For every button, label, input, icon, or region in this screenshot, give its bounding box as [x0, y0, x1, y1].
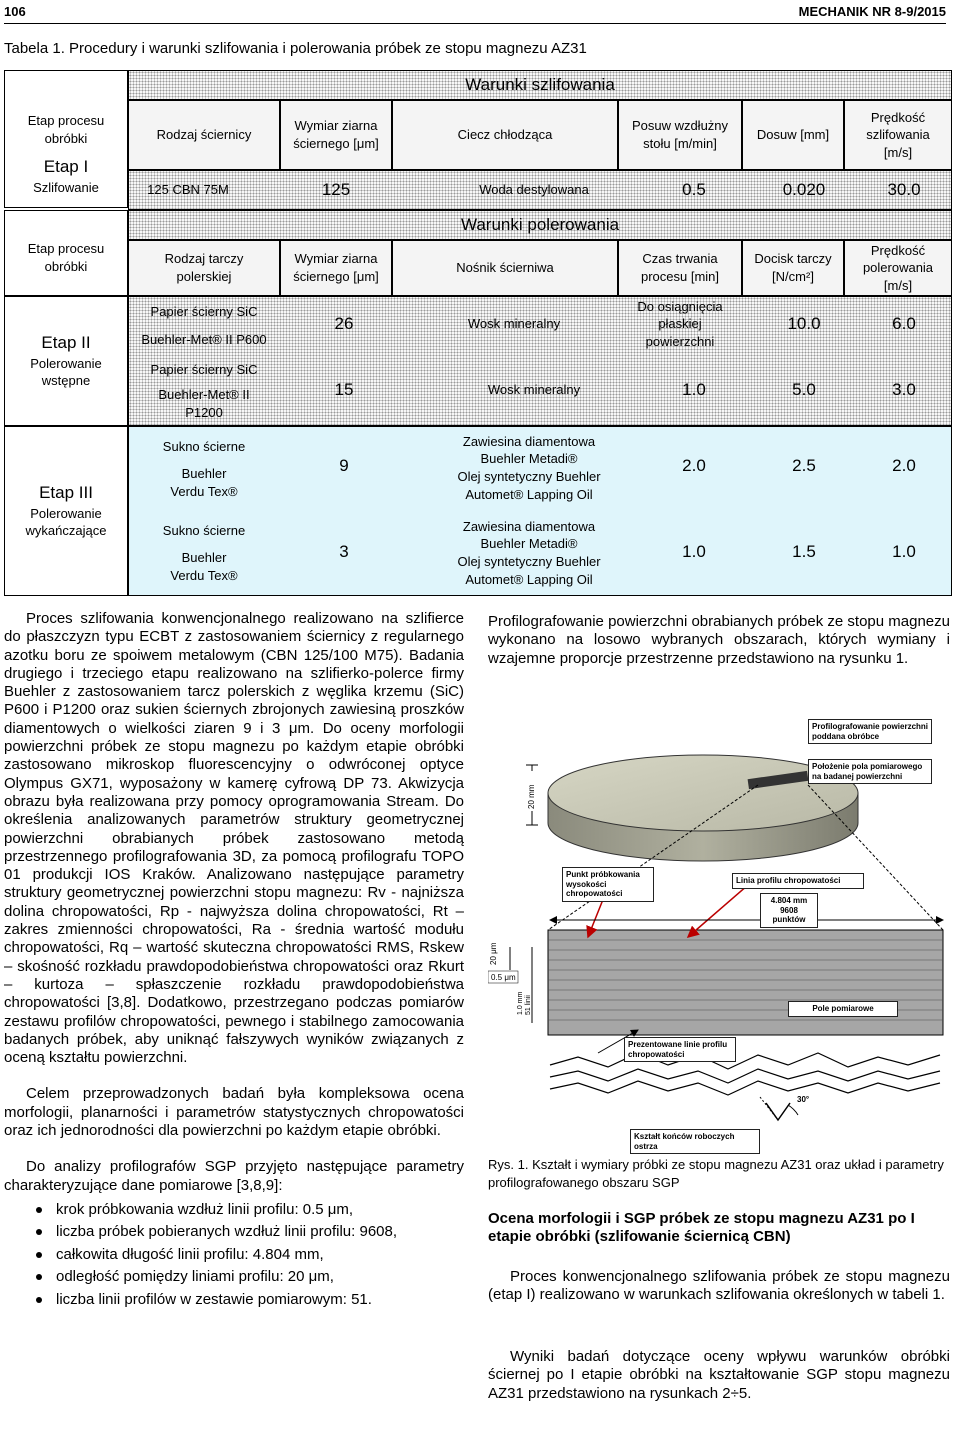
label-line: Linia profilu chropowatości	[732, 873, 864, 889]
s1-coolant: Woda destylowana	[479, 182, 589, 198]
th-coolant: Ciecz chłodząca	[392, 100, 618, 170]
s1-wheel: 125 CBN 75M	[147, 182, 229, 198]
stage3-subtitle1: Polerowanie	[30, 505, 102, 521]
label-field: Pole pomiarowe	[788, 1001, 898, 1017]
s3r2-disc: Sukno ścierne Buehler Verdu Tex®	[162, 522, 246, 583]
label-start: Punkt próbkowania wysokości chropowatości	[562, 867, 654, 902]
grinding-title-cell	[128, 70, 952, 100]
stage3-subtitle2: wykańczające	[25, 523, 107, 539]
label-lines: Prezentowane linie profilu chropowatości	[624, 1037, 736, 1062]
th-speed-p: Prędkość polerowania [m/s]	[844, 240, 952, 296]
list-item: liczba próbek pobieranych wzdłuż linii profilu: 9608,	[4, 1221, 464, 1244]
figure-caption: Rys. 1. Kształt i wymiary próbki ze stopu magnezu AZ31 oraz układ i parametry profilografowanego obszaru SGP	[488, 1157, 944, 1190]
stage2-subtitle2: wstępne	[41, 373, 91, 389]
page-number: 106	[4, 4, 26, 19]
s2r1-grain: 26	[334, 313, 354, 333]
s2r2-pressure: 5.0	[792, 379, 816, 399]
s3r1-pressure: 2.5	[792, 455, 816, 475]
dim-20mm: 20 mm	[527, 784, 536, 809]
stage3-cell	[4, 426, 128, 596]
profile-line-2	[550, 1069, 940, 1083]
th-infeed: Dosuw [mm]	[742, 100, 844, 170]
s3r2-speed: 1.0	[892, 541, 916, 561]
th-disc: Rodzaj tarczy polerskiej	[128, 240, 280, 296]
stage2-title: Etap II	[41, 332, 91, 352]
stage1-subtitle: Szlifowanie	[33, 179, 99, 195]
s2r1-time: Do osiągnięcia płaskiej powierzchni	[637, 298, 723, 349]
s2r2-carrier: Wosk mineralny	[487, 382, 581, 398]
s3r2-carrier: Zawiesina diamentowa Buehler Metadi® Olej syntetyczny Buehler Automet® Lapping Oil	[457, 518, 601, 587]
journal-name: MECHANIK NR 8-9/2015	[798, 4, 946, 19]
right-paragraph-2: Proces konwencjonalnego szlifowania próbek ze stopu magnezu (etap I) realizowano w warunkach szlifowania określonych w tabeli 1.	[488, 1268, 950, 1304]
s1-speed: 30.0	[887, 179, 921, 199]
s2r1-disc: Papier ścierny SiC Buehler-Met® II P600	[141, 304, 267, 347]
right-paragraph-3: Wyniki badań dotyczące oceny wpływu warunków obróbki ściernej po I etapie obróbki na kształtowanie SGP stopu magnezu AZ31 przedstawiono na rysunkach 2÷5.	[488, 1348, 950, 1402]
left-paragraph-2: Celem przeprowadzonych badań była kompleksowa ocena morfologii, planarności i parametrów statystycznych chropowatości oraz ich jednorodności dla powierzchni po każdym etapie obróbki.	[4, 1085, 464, 1140]
s2r2-speed: 3.0	[892, 379, 916, 399]
s2r1-pressure: 10.0	[787, 313, 821, 333]
stage2-cell	[4, 296, 128, 426]
process-table	[4, 70, 952, 595]
th-speed-g: Prędkość szlifowania [m/s]	[844, 100, 952, 170]
profile-line-1	[550, 1053, 940, 1069]
s3r1-speed: 2.0	[892, 455, 916, 475]
page-header	[4, 2, 946, 24]
grinding-title: Warunki szlifowania	[465, 74, 615, 94]
stage3-title: Etap III	[39, 482, 93, 502]
th-grain-g: Wymiar ziarna ściernego [μm]	[280, 100, 392, 170]
s2r2-grain: 15	[334, 379, 354, 399]
s3r2-grain: 3	[339, 541, 349, 561]
stage1-cell	[4, 156, 128, 196]
s2r1-speed: 6.0	[892, 313, 916, 333]
th-time: Czas trwania procesu [min]	[618, 240, 742, 296]
s3r2-pressure: 1.5	[792, 541, 816, 561]
s3r1-time: 2.0	[682, 455, 706, 475]
s3r1-grain: 9	[339, 455, 349, 475]
s3r1-carrier: Zawiesina diamentowa Buehler Metadi® Olej syntetyczny Buehler Automet® Lapping Oil	[457, 433, 601, 502]
th-stage-g: Etap procesu obróbki	[27, 113, 105, 146]
right-paragraph-1: Profilografowanie powierzchni obrabianych próbek ze stopu magnezu wykonano na losowo wybranych obszarach, których wymiany i wzajemne proporcje przestrzenne przedstawiono na rysunku 1.	[488, 613, 950, 667]
sample-figure	[488, 715, 950, 1155]
left-column	[4, 610, 464, 1311]
polishing-title: Warunki polerowania	[460, 214, 620, 234]
left-paragraph-1: Proces szlifowania konwencjonalnego realizowano na szlifierce do płaszczyzn typu ECBT z zastosowaniem ściernicy z regularnego azotku boru ze spoiwem metalowym (CBN 125/100 M75). Badania drugiego i trzeciego etapu realizowano na szlifierko-polerce firmy Buehler z zastosowaniem tarcz polerskich z węglika krzemu (SiC) P600 i P1200 oraz sukien ściernych zbrojonych zawiesiną proszków diamentowych o wielkości ziaren 9 i 3 μm. Do oceny morfologii powierzchni próbek ze stopu magnezu po każdym etapie obróbki zastosowano mikroskop fluorescencyjny o odwróconej optyce Olympus GX71, wyposażony w kamerę cyfrową DP 73. Akwizycja obrazu była realizowana przy pomocy oprogramowania Stream. Do określenia analizowanych parametrów struktury geometrycznej powierzchni obrabianych próbek zastosowano metodą przestrzennego profilografowania 3D, za pomocą profilografu TOPO 01 produkcji IOS Kraków. Analizowano następujące parametry struktury geometrycznej powierzchni stopu magnezu: Rv - najniższa dolina chropowatości, Rp - najwyższa dolina chropowatości, Rt – zakres zmienności chropowatości, Ra - średnia wartość modułu chropowatości, Rq – wartość skuteczna chropowatości RMS, Rskew – skośność rozkładu prawdopodobieństwa chropowatości oraz Rkurt – kurtoza – spłaszczenie rozkładu prawdopodobieństwa chropowatości [3,8]. Dodatkowo, przestrzegano podczas pomiarów zestawu profilów chropowatości, pewnego i stabilnego zamocowania badanych próbek, aby uniknąć fałszywych wyników związanych z oceną kształtu powierzchni.	[4, 610, 464, 1067]
stage1-title: Etap I	[43, 156, 89, 176]
s1-feed: 0.5	[682, 179, 706, 199]
s3r1-disc: Sukno ścierne Buehler Verdu Tex®	[162, 438, 246, 499]
dim-step: 0.5 μm	[491, 973, 516, 982]
table-caption: Tabela 1. Procedury i warunki szlifowania i polerowania próbek ze stopu magnezu AZ31	[4, 40, 587, 57]
s2r2-time: 1.0	[682, 379, 706, 399]
th-carrier: Nośnik ścierniwa	[392, 240, 618, 296]
left-paragraph-3: Do analizy profilografów SGP przyjęto następujące parametry charakteryzujące dane pomiarowe [3,8,9]:	[4, 1158, 464, 1194]
parameter-list	[4, 1199, 464, 1312]
th-feed: Posuw wzdłużny stołu [m/min]	[618, 100, 742, 170]
label-length: 4.804 mm 9608 punktów	[760, 893, 818, 928]
s2r1-carrier: Wosk mineralny	[467, 316, 561, 332]
dim-step-vertical: 20 μm	[489, 942, 498, 965]
list-item: krok próbkowania wzdłuż linii profilu: 0.5 μm,	[4, 1199, 464, 1222]
s1-grain: 125	[321, 179, 351, 199]
measurement-field	[548, 930, 943, 1035]
label-profiled: Profilografowanie powierzchni poddana obróbce	[808, 719, 932, 744]
list-item: liczba linii profilów w zestawie pomiarowym: 51.	[4, 1289, 464, 1312]
s2r2-disc: Papier ścierny SiC Buehler-Met® II P1200	[150, 361, 258, 420]
th-grain-p: Wymiar ziarna ściernego [μm]	[280, 240, 392, 296]
label-angle: 30°	[797, 1095, 810, 1104]
dim-51: 51 linii	[525, 995, 532, 1015]
stylus-tip	[766, 1103, 790, 1120]
polishing-title-cell	[128, 210, 952, 240]
section-heading: Ocena morfologii i SGP próbek ze stopu magnezu AZ31 po I etapie obróbki (szlifowanie ściernicą CBN)	[488, 1210, 915, 1246]
label-location: Położenie pola pomiarowego na badanej powierzchni	[808, 759, 932, 784]
list-item: całkowita długość linii profilu: 4.804 mm,	[4, 1244, 464, 1267]
profile-line-3	[550, 1081, 940, 1095]
th-wheel: Rodzaj ściernicy	[128, 100, 280, 170]
s3r2-time: 1.0	[682, 541, 706, 561]
th-stage-p: Etap procesu obróbki	[27, 241, 105, 274]
dim-1mm: 1.0 mm	[517, 991, 524, 1015]
stage2-subtitle1: Polerowanie	[30, 355, 102, 371]
th-pressure: Docisk tarczy [N/cm²]	[742, 240, 844, 296]
s1-infeed: 0.020	[782, 179, 826, 199]
label-shape: Kształt końców roboczych ostrza	[630, 1129, 760, 1154]
list-item: odległość pomiędzy liniami profilu: 20 μm,	[4, 1266, 464, 1289]
